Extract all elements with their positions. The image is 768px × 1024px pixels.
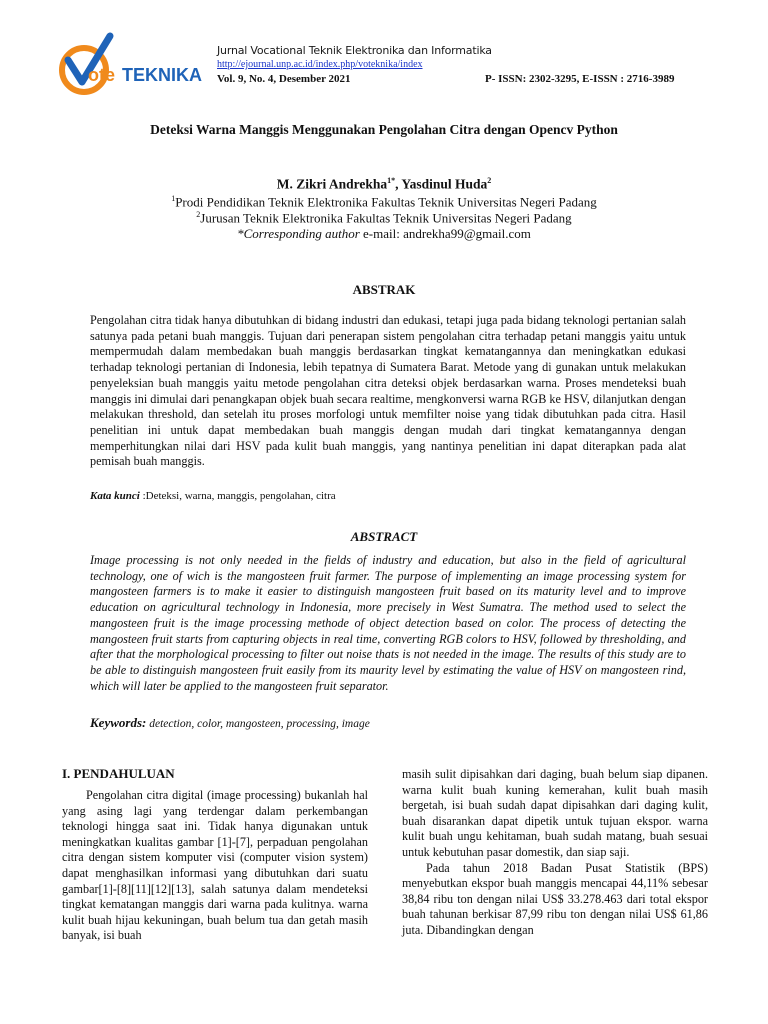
keywords-label: Keywords: <box>90 715 147 730</box>
intro-right-paragraph-1: masih sulit dipisahkan dari daging, buah belum siap dipanen. warna kulit buah kuning kemerahan, kulit buah masih bergetah, isi buah sudah dapat dipisahkan dari daging kulit, buah disarankan dapat dipetik untuk tujuan ekspor. warna kulit buah ungu kehitaman, buah sudah matang, buah sesuai untuk kebutuhan pasar domestik, dan siap saji. <box>402 767 708 859</box>
kata-kunci-values: :Deteksi, warna, manggis, pengolahan, citra <box>139 490 336 502</box>
keywords-values: detection, color, mangosteen, processing, image <box>146 718 370 730</box>
corresponding-email: e-mail: andrekha99@gmail.com <box>359 226 531 241</box>
abstrak-heading: ABSTRAK <box>352 282 416 297</box>
logo-prefix-text: ote <box>88 65 115 85</box>
section-heading-pendahuluan: I. PENDAHULUAN <box>62 766 175 781</box>
kata-kunci <box>90 490 336 502</box>
author-1-sup: 1* <box>387 176 396 185</box>
journal-url-link[interactable]: http://ejournal.unp.ac.id/index.php/voteknika/index <box>217 59 423 70</box>
author-2: , Yasdinul Huda <box>395 176 488 192</box>
kata-kunci-label: Kata kunci <box>90 490 140 502</box>
abstract-heading: ABSTRACT <box>350 529 418 544</box>
abstrak-text: Pengolahan citra tidak hanya dibutuhkan di bidang industri dan edukasi, tetapi juga pada bidang teknologi pertanian salah satunya pada petani buah manggis. Tujuan dari penerapan sistem pengolahan citra terhadap petani manggis yaitu untuk mempermudah dalam membedakan buah manggis berdasarkan tingkat kematangannya dan meningkatkan edukasi terhadap teknologi pertanian di Indonesia, lebih tepatnya di Sumatera Barat. Metode yang di gunakan untuk melakukan penyeleksian buah manggis yaitu metode pengolahan citra deteksi objek berdasarkan warna. Proses mendeteksi buah manggis ini dimulai dari penangkapan objek buah secara realtime, mengkonversi warna RGB ke HSV, dilanjutkan dengan melakukan threshold, dan setelah itu proses morfologi untuk memfilter noise yang tidak dibutuhkan pada citra. Hasil penelitian ini untuk dapat membedakan buah manggis dengan mudah dari tingkat kematangannya dengan memperhitungkan nilai dari HSV pada kulit buah manggis, yang nantinya penelitian ini dapat diterapkan pada alat pemisah buah manggis. <box>90 313 686 469</box>
authors-line <box>0 176 768 193</box>
volume-info: Vol. 9, No. 4, Desember 2021 <box>217 73 351 85</box>
corresponding-author <box>0 226 768 242</box>
intro-right-paragraph-2: Pada tahun 2018 Badan Pusat Statistik (BPS) menyebutkan ekspor buah manggis mencapai 44,11% sebesar 38,84 ribu ton dengan nilai US$ 33.278.463 dari total ekspor buah tahunan berkisar 87,99 ribu ton dengan nilai US$ 61,86 juta. Dibandingkan dengan <box>402 860 708 937</box>
author-1: M. Zikri Andrekha <box>276 176 388 192</box>
abstract-text: Image processing is not only needed in the fields of industry and education, but also in the field of agricultural technology, one of wich is the mangosteen fruit farmer. The purpose of implementing an image processing system for mangosteen farmers is to make it easier to distinguish mangosteen fruit based on its maturity level and to improve education on agricultural technology in Indonesia, more precisely in West Sumatra. The method used to select the mangosteen fruit is the image processing methode of object detection based on color. The process of detecting the mangosteen fruit starts from capturing objects in real time, converting RGB colors to HSV, followed by thresholding, and after that the morphological processing to filter out noise thats is not needed in the image. The results of this study are to be able to distinguish mangosteen fruit easily from its maurity level by estimating the value of HSV on mangosteen rind, which will later be applied to the mangosteen fruit separator. <box>90 553 686 693</box>
keywords-line <box>90 715 370 731</box>
journal-name: Jurnal Vocational Teknik Elektronika dan Informatika <box>217 44 492 57</box>
affiliation-1 <box>0 194 768 210</box>
author-2-sup: 2 <box>487 176 492 185</box>
corresponding-label: *Corresponding author <box>237 226 360 241</box>
journal-logo <box>58 30 218 100</box>
intro-left-column: Pengolahan citra digital (image processing) bukanlah hal yang asing lagi yang terdengar dalam perkembangan teknologi hingga saat ini. Tidak hanya digunakan untuk meningkatkan kualitas gambar [1]-[7], perpaduan pengolahan citra dengan sistem komputer visi (computer vision system) dapat menghasilkan informasi yang dibutuhkan dari suatu gambar[1]-[8][11][12][13], salah satunya dalam mendeteksi tingkat kematangan manggis dari warna pada kulitnya. warna kulit buah hijau kekuningan, buah belum tua dan getah masih banyak, isi buah <box>62 788 368 943</box>
affiliation-2 <box>0 210 768 226</box>
voteknika-logo-icon <box>58 30 218 100</box>
affiliation-1-text: Prodi Pendidikan Teknik Elektronika Fakultas Teknik Universitas Negeri Padang <box>175 194 597 210</box>
intro-right-column <box>402 767 708 939</box>
paper-title: Deteksi Warna Manggis Menggunakan Pengolahan Citra dengan Opencv Python <box>150 122 618 137</box>
issn-info: P- ISSN: 2302-3295, E-ISSN : 2716-3989 <box>485 73 675 85</box>
affiliation-1-sup: 1 <box>171 194 176 203</box>
affiliation-2-text: Jurusan Teknik Elektronika Fakultas Teknik Universitas Negeri Padang <box>200 210 572 226</box>
affiliation-2-sup: 2 <box>196 210 201 219</box>
logo-suffix-text: TEKNIKA <box>122 65 202 85</box>
